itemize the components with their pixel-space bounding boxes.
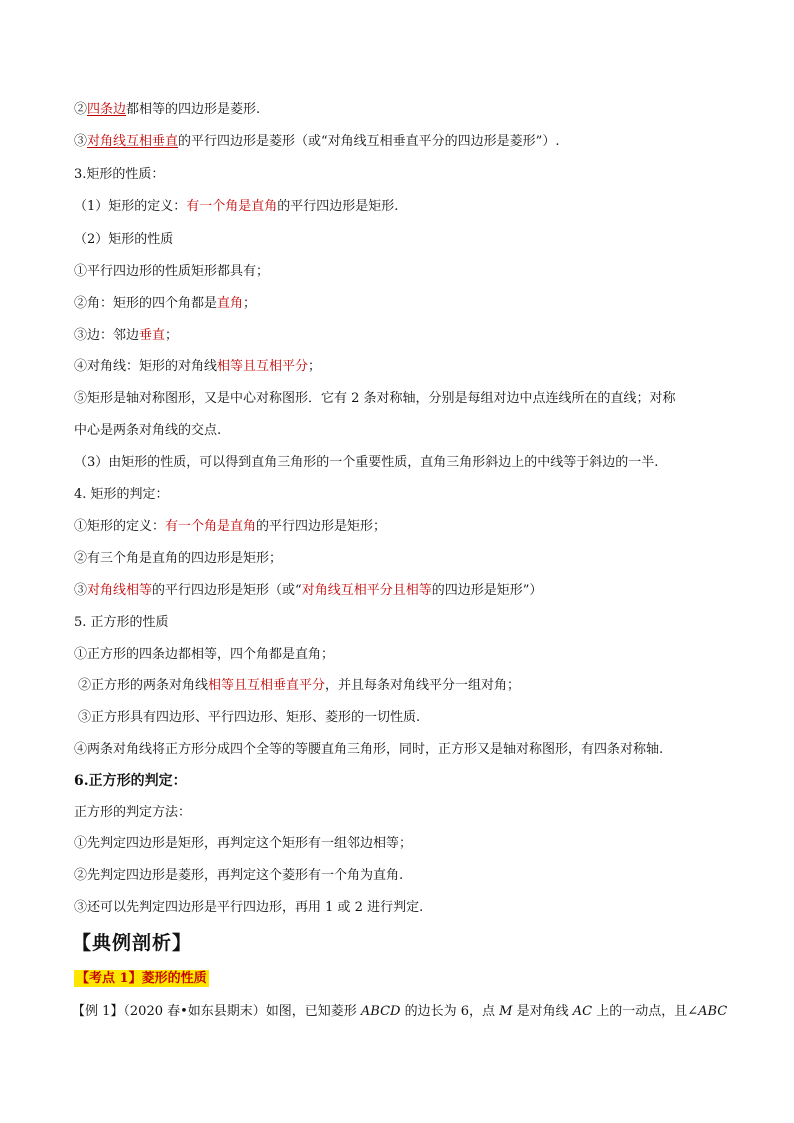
highlight: 相等且互相垂直平分 — [208, 678, 326, 693]
line-property-symmetry-cont: 中心是两条对角线的交点. — [74, 423, 222, 438]
highlight: 对角线互相平分且相等 — [301, 583, 432, 598]
section-heading: 【典例剖析】 — [72, 932, 193, 954]
highlight: 四条边 — [87, 102, 127, 117]
line-right-triangle-property: （3）由矩形的性质，可以得到直角三角形的一个重要性质，直角三角形斜边上的中线等于斜边的一半. — [74, 455, 659, 470]
line-square-property-3: ③正方形具有四边形、平行四边形、矩形、菱形的一切性质. — [78, 710, 421, 725]
highlight: 有一个角是直角 — [186, 199, 278, 214]
example-1-line: 【例 1】（2020 春•如东县期末）如图，已知菱形 ABCD 的边长为 6，点 M 是对角线 AC 上的一动点，且∠ABC — [72, 1004, 728, 1019]
line-square-property-1: ①正方形的四条边都相等，四个角都是直角； — [74, 647, 335, 662]
line-criterion-equal-diagonals: ③对角线相等的平行四边形是矩形（或“对角线互相平分且相等的四边形是矩形”） — [74, 583, 543, 598]
line-square-property-4: ④两条对角线将正方形分成四个全等的等腰直角三角形，同时，正方形又是轴对称图形，有四条对称轴. — [74, 742, 664, 757]
line-criterion-definition: ①矩形的定义：有一个角是直角的平行四边形是矩形； — [74, 519, 387, 534]
line-square-method-1: ①先判定四边形是矩形，再判定这个矩形有一组邻边相等； — [74, 836, 413, 851]
line-rectangle-definition: （1）矩形的定义：有一个角是直角的平行四边形是矩形. — [74, 199, 399, 214]
line-rhombus-criterion-2: ②四条边都相等的四边形是菱形. — [74, 102, 261, 117]
line-property-diagonal: ④对角线：矩形的对角线相等且互相平分； — [74, 359, 322, 374]
topic-tag: 【考点 1】菱形的性质 — [76, 971, 207, 986]
highlight: 相等且互相平分 — [217, 359, 309, 374]
line-property-angle: ②角：矩形的四个角都是直角； — [74, 296, 257, 311]
highlight: 对角线相等 — [87, 583, 153, 598]
line-criterion-three-right-angles: ②有三个角是直角的四边形是矩形； — [74, 551, 283, 566]
line-square-methods: 正方形的判定方法： — [74, 805, 192, 820]
heading-rectangle-criteria: 4. 矩形的判定： — [74, 487, 169, 502]
line-square-method-3: ③还可以先判定四边形是平行四边形，再用 1 或 2 进行判定. — [74, 900, 424, 915]
line-square-property-2: ②正方形的两条对角线相等且互相垂直平分，并且每条对角线平分一组对角； — [78, 678, 521, 693]
line-rhombus-criterion-3: ③对角线互相垂直的平行四边形是菱形（或“对角线互相垂直平分的四边形是菱形”）. — [74, 134, 560, 149]
highlight: 垂直 — [139, 328, 166, 343]
line-square-method-2: ②先判定四边形是菱形，再判定这个菱形有一个角为直角. — [74, 868, 404, 883]
line-property-symmetry: ⑤矩形是轴对称图形，又是中心对称图形．它有 2 条对称轴，分别是每组对边中点连线所在的直线；对称 — [74, 391, 676, 406]
heading-square-properties: 5. 正方形的性质 — [74, 615, 169, 630]
highlight: 直角 — [217, 296, 244, 311]
line-rectangle-properties-sub: （2）矩形的性质 — [74, 232, 174, 247]
heading-square-criteria: 6.正方形的判定： — [74, 773, 187, 789]
highlight: 对角线互相垂直 — [87, 134, 179, 149]
line-property-side: ③边：邻边垂直； — [74, 328, 179, 343]
highlight: 有一个角是直角 — [165, 519, 257, 534]
line-property-1: ①平行四边形的性质矩形都具有； — [74, 264, 270, 279]
heading-rectangle-properties: 3.矩形的性质： — [74, 167, 165, 182]
topic-tag-line — [74, 970, 209, 988]
